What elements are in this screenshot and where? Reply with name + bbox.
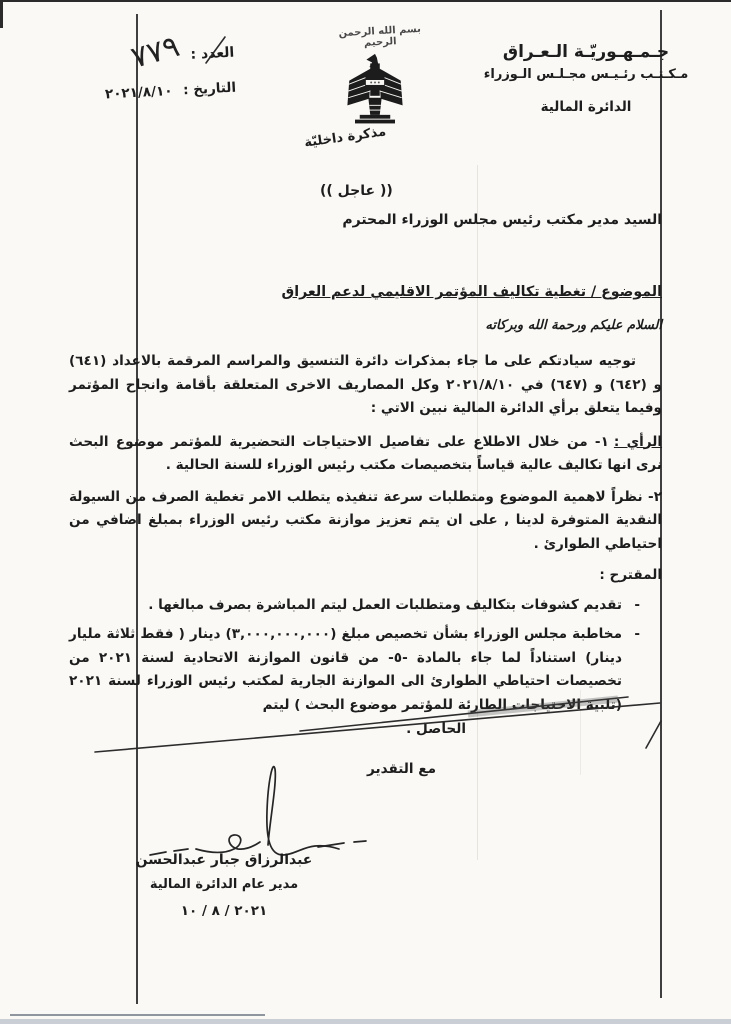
subject-line: الموضوع / تغطية تكاليف المؤتمر الاقليمي لدعم العراق: [281, 284, 662, 300]
opinion-label: الرأي :: [613, 433, 663, 450]
proposal-item: [69, 594, 662, 618]
proposal-label: المقترح :: [599, 567, 662, 583]
signatory-name: عبدالرزاق جبار عبدالحسن: [135, 852, 313, 868]
signatory-title: مدير عام الدائرة المالية: [149, 877, 299, 892]
number-row: [29, 28, 236, 81]
flag-shield: [365, 75, 384, 90]
number-date-block: [29, 28, 237, 107]
eagle-icon: [336, 52, 414, 132]
proposal-text: تقديم كشوفات بتكاليف ومتطلبات العمل ليتم المباشرة بصرف مبالغها .: [148, 596, 622, 613]
opinion-point-2: ٢- نظراً لاهمية الموضوع ومتطلبات سرعة تنفيذه يتطلب الامر تغطية الصرف من السيولة النقدية المتوفرة لدينا , على ان يتم تعزيز موازنة مكتب رئيس الوزراء بمبلغ اضافي من احتياطي الطوارئ .: [69, 488, 662, 552]
bismillah-calligraphy: بسم الله الرحمن الرحيم: [338, 23, 422, 49]
urgent-note: (( عاجل )): [320, 183, 393, 199]
closing-line: مع التقدير: [367, 760, 436, 777]
republic-title: جـمـهـوريّـة الـعـراق: [502, 42, 670, 62]
letterhead: [467, 42, 705, 115]
letter-body: [69, 350, 662, 781]
number-value-handwritten: ٧٧٩: [127, 28, 184, 76]
internal-memo-stamp: مذكرة داخليّة: [303, 124, 388, 151]
intro-paragraph: توجيه سيادتكم على ما جاء بمذكرات دائرة التنسيق والمراسم المرقمة بالاعداد (٦٤١) و (٦٤٢) و (٦٤٧) في ٢٠٢١/٨/١٠ وكل المصاريف الاخرى المتعلقة بأقامة وانجاح المؤتمر وفيما يتعلق برأي الدائرة المالية نبين الاتي :: [69, 353, 662, 416]
bullet-dash: -: [634, 596, 640, 613]
scan-top-edge: [0, 0, 731, 2]
department-title: الدائرة المالية: [540, 99, 632, 115]
struck-tail: الحاصل .: [406, 721, 466, 737]
number-label: العدد :: [190, 44, 235, 63]
salutation-line: السلام عليكم ورحمة الله وبركاته: [485, 318, 662, 333]
scan-corner-mark: [0, 0, 3, 28]
struck-text-line: [69, 718, 466, 742]
bullet-dash: -: [634, 626, 640, 642]
scan-bottom-strip: [0, 1019, 731, 1024]
scan-bottom-line: [10, 1014, 265, 1016]
office-title: مـكـتـب رئـيـس مجـلـس الـوزراء: [483, 67, 689, 82]
date-label: التاريخ :: [182, 79, 237, 99]
signature-date: ٢٠٢١ / ٨ / ١٠: [180, 903, 268, 919]
addressee-line: السيد مدير مكتب رئيس مجلس الوزراء المحترم: [342, 212, 662, 228]
date-value: ٢٠٢١/٨/١٠: [104, 82, 173, 103]
opinion-point-1: ١- من خلال الاطلاع على تفاصيل الاحتياجات التحضيرية للمؤتمر موضوع البحث نرى انها تكاليف عالية قياساً بتخصيصات مكتب رئيس الوزراء للسنة الحالية .: [69, 433, 662, 473]
opinion-paragraph: [69, 431, 662, 478]
proposal-text: مخاطبة مجلس الوزراء بشأن تخصيص مبلغ (٣,٠٠٠,٠٠٠,٠٠٠) دينار ( فقط ثلاثة مليار دينار) استناداً لما جاء بالمادة -٥- من قانون الموازنة الاتحادية لسنة ٢٠٢١ من تخصيصات احتياطي الطوارئ الى الموازنة الجارية لمكتب رئيس الوزراء لسنة ٢٠٢١ (تلبية الاحتياجات الطارئة للمؤتمر موضوع البحث ) ليتم: [69, 626, 622, 713]
signature-block: [128, 852, 320, 919]
date-row: [31, 80, 237, 107]
iraq-eagle-emblem: [336, 52, 414, 132]
proposal-item: [69, 623, 662, 717]
